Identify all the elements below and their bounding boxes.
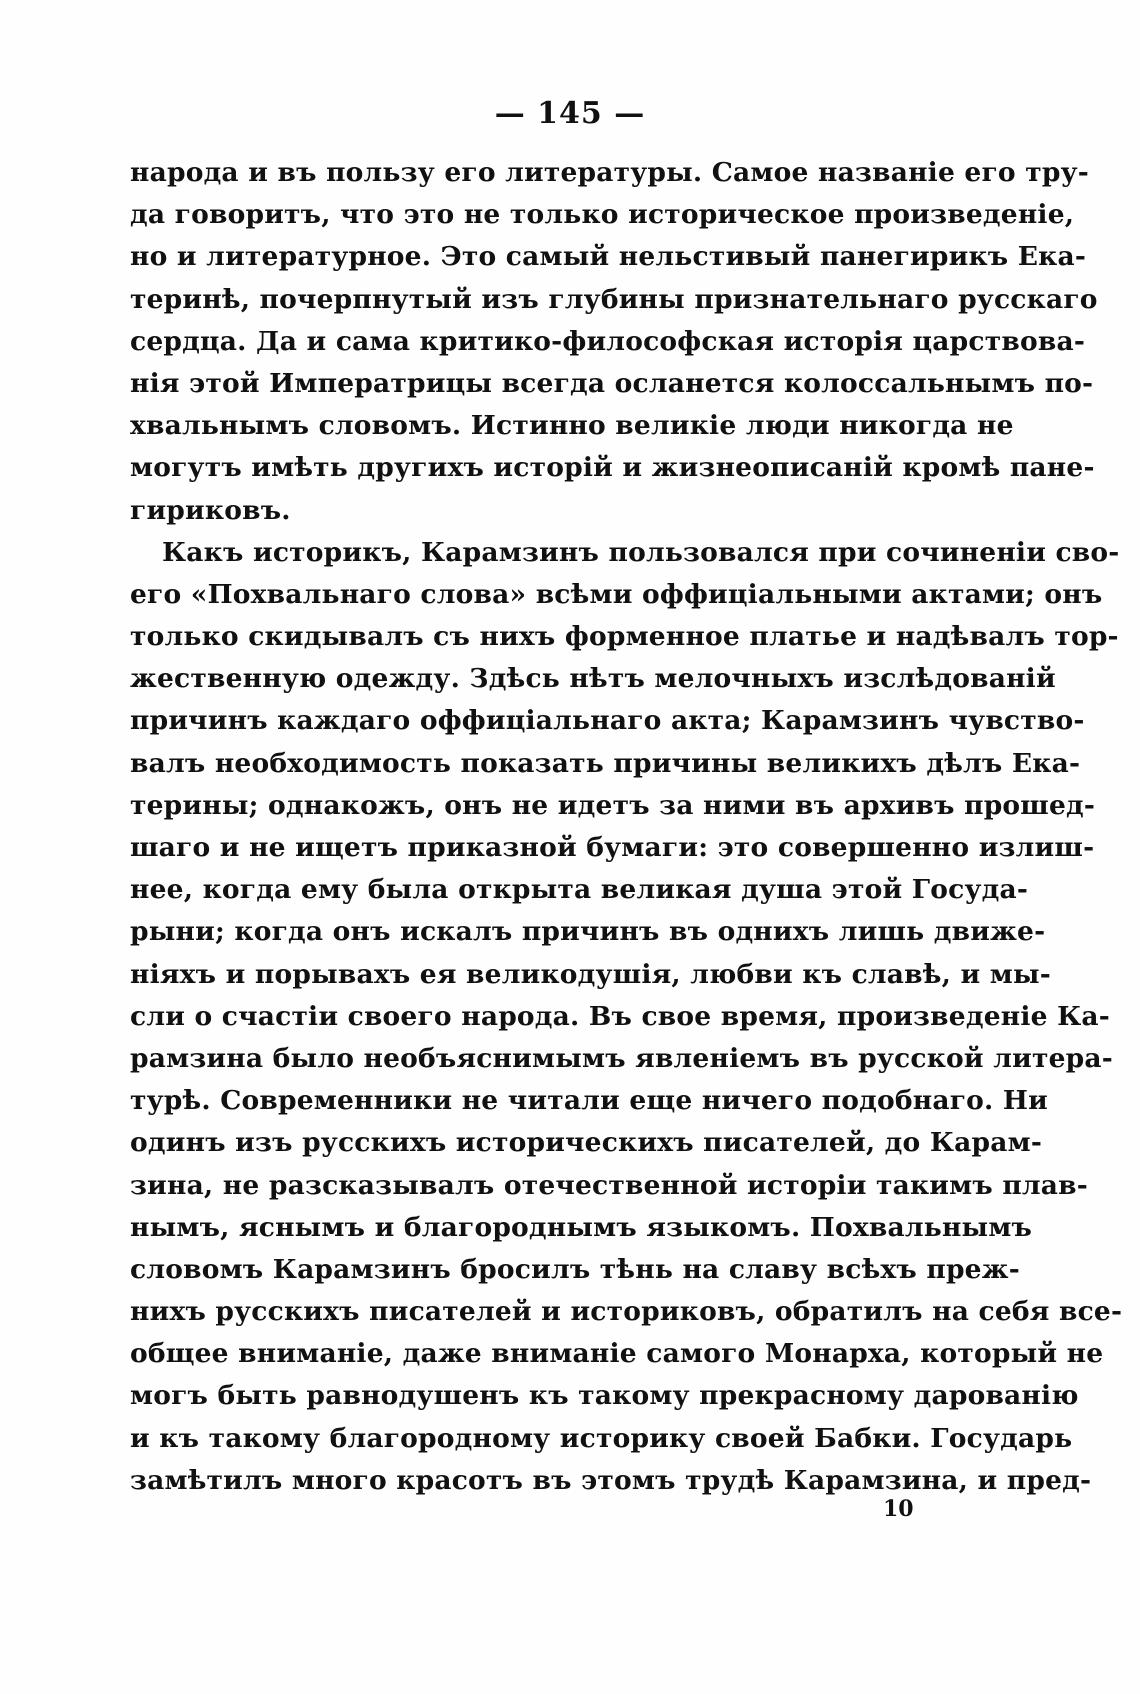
text-line: могъ быть равнодушенъ къ такому прекрасному дарованію bbox=[130, 1380, 1079, 1412]
text-line: но и литературное. Это самый нельстивый панегирикъ Ека- bbox=[130, 241, 1087, 273]
text-line: турѣ. Современники не читали еще ничего подобнаго. Ни bbox=[130, 1085, 1048, 1117]
text-line: причинъ каждаго оффиціальнаго акта; Карамзинъ чувство- bbox=[130, 705, 1085, 737]
text-line: могутъ имѣть другихъ исторій и жизнеописаній кромѣ пане- bbox=[130, 452, 1095, 484]
text-line: его «Похвальнаго слова» всѣми оффиціальными актами; онъ bbox=[130, 578, 1103, 610]
text-line: народа и въ пользу его литературы. Самое названіе его тру- bbox=[130, 157, 1089, 188]
text-line: да говоритъ, что это не только историческое произведеніе, bbox=[130, 199, 1075, 231]
text-line: гириковъ. bbox=[130, 494, 291, 526]
text-line: ніяхъ и порывахъ ея великодушія, любви къ славѣ, и мы- bbox=[130, 958, 1051, 990]
text-line: рыни; когда онъ искалъ причинъ въ однихъ лишь движе- bbox=[130, 916, 1046, 948]
body-text bbox=[130, 152, 1123, 1502]
text-line: валъ необходимость показать причины великихъ дѣлъ Ека- bbox=[130, 747, 1081, 779]
text-line: сердца. Да и сама критико-философская исторія царствова- bbox=[130, 325, 1086, 357]
printer-signature-mark: 10 bbox=[883, 1496, 914, 1522]
text-line: замѣтилъ много красотъ въ этомъ трудѣ Карамзина, и пред- bbox=[130, 1464, 1092, 1496]
text-line: словомъ Карамзинъ бросилъ тѣнь на славу всѣхъ преж- bbox=[130, 1253, 1020, 1285]
text-line: нихъ русскихъ писателей и историковъ, обратилъ на себя все- bbox=[130, 1296, 1123, 1328]
text-line: терины; однакожъ, онъ не идетъ за ними въ архивъ прошед- bbox=[130, 789, 1096, 821]
text-line: теринѣ, почерпнутый изъ глубины признательнаго русскаго bbox=[130, 283, 1098, 315]
text-line: шаго и не ищетъ приказной бумаги: это совершенно излиш- bbox=[130, 832, 1095, 863]
text-line: сли о счастіи своего народа. Въ свое время, произведеніе Ка- bbox=[130, 1000, 1110, 1032]
text-line: Какъ историкъ, Карамзинъ пользовался при сочиненіи сво- bbox=[162, 536, 1120, 568]
text-line: рамзина было необъяснимымъ явленіемъ въ русской литера- bbox=[130, 1042, 1113, 1074]
text-line: жественную одежду. Здѣсь нѣтъ мелочныхъ изслѣдованій bbox=[130, 663, 1056, 695]
text-line: нымъ, яснымъ и благороднымъ языкомъ. Похвальнымъ bbox=[130, 1211, 1033, 1243]
text-line: зина, не разсказывалъ отечественной исторіи такимъ плав- bbox=[130, 1169, 1088, 1201]
text-line: и къ такому благородному историку своей Бабки. Государь bbox=[130, 1422, 1073, 1454]
text-line: хвальнымъ словомъ. Истинно великіе люди никогда не bbox=[130, 410, 1014, 442]
paragraph-1 bbox=[130, 152, 1098, 532]
text-line: нія этой Императрицы всегда осланется колоссальнымъ по- bbox=[130, 367, 1094, 399]
text-line: только скидывалъ съ нихъ форменное платье и надѣвалъ тор- bbox=[130, 621, 1119, 653]
page-number: — 145 — bbox=[494, 96, 646, 131]
text-line: общее вниманіе, даже вниманіе самого Монарха, который не bbox=[130, 1338, 1104, 1370]
text-line: одинъ изъ русскихъ историческихъ писателей, до Карам- bbox=[130, 1127, 1043, 1159]
text-line: нее, когда ему была открыта великая душа этой Госуда- bbox=[130, 874, 1029, 906]
paragraph-2 bbox=[130, 532, 1123, 1502]
